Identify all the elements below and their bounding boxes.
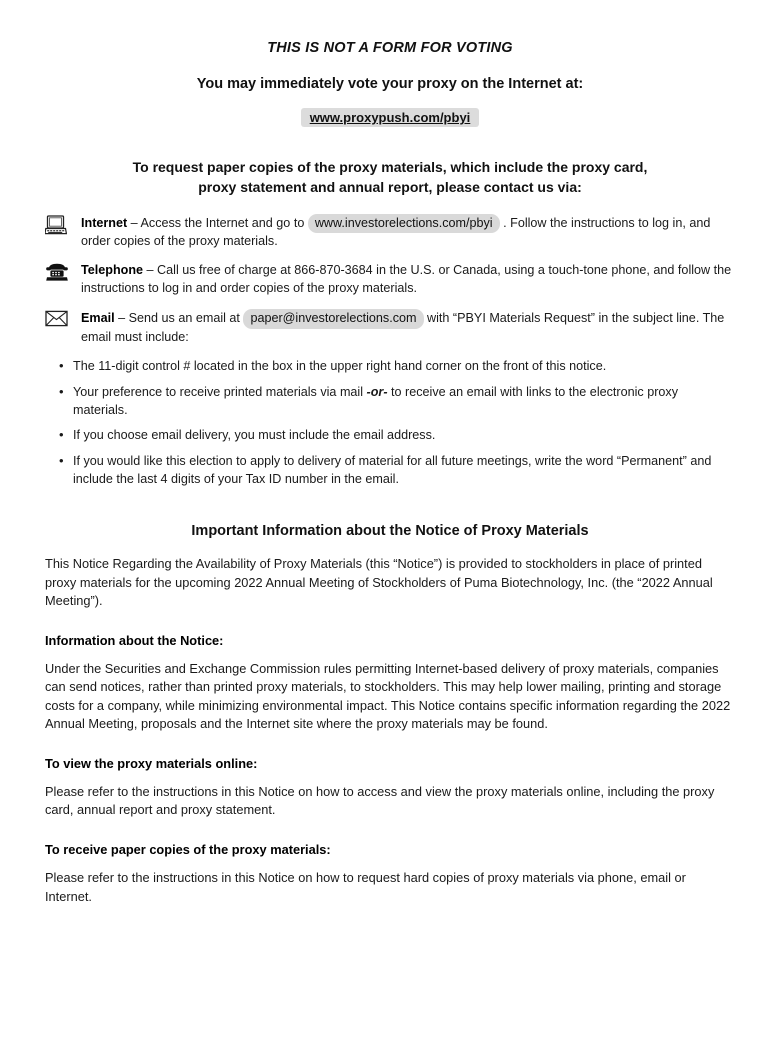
section-heading-paper-copies: To receive paper copies of the proxy materials:: [45, 842, 331, 858]
contact-telephone-body: – Call us free of charge at 866-870-3684 in the U.S. or Canada, using a touch-tone phone, and follow the instructions to log in and order copies of the proxy materials.: [81, 263, 732, 296]
vote-subtitle: You may immediately vote your proxy on the Internet at:: [196, 76, 584, 92]
request-copies-heading: [45, 157, 735, 198]
section-heading-information-about-notice: Information about the Notice:: [45, 632, 224, 648]
contact-method-email: [45, 309, 735, 347]
contact-internet-text-before: – Access the Internet and go to: [127, 215, 308, 230]
investor-elections-url[interactable]: www.investorelections.com/pbyi: [308, 214, 500, 234]
request-heading-line-2: proxy statement and annual report, please contact us via:: [198, 179, 582, 196]
telephone-icon: [45, 262, 81, 282]
contact-internet-text-after: . Follow the instructions to log in, and order copies of the proxy materials.: [81, 215, 711, 249]
bullet-2-emphasis: -or-: [366, 384, 388, 399]
envelope-icon: [45, 309, 81, 327]
section-body-information-about-notice: Under the Securities and Exchange Commission rules permitting Internet-based delivery of proxy materials, companies can send notices, rather than printed proxy materials, to stockholders. This may help lower mailing, printing and storage costs for a company, while minimizing environmental impact. This Notice contains specific information regarding the 2022 Annual Meeting, proposals and the Internet site where the proxy materials may be found.: [45, 660, 731, 732]
contact-method-telephone: [45, 262, 735, 298]
bullet-2-before: Your preference to receive printed materials via mail: [73, 384, 367, 399]
contact-internet-label: Internet: [81, 215, 128, 230]
computer-icon: [45, 214, 81, 235]
email-requirements-list: [45, 358, 735, 489]
contact-email-text-before: – Send us an email at: [114, 311, 244, 326]
contact-method-internet: [45, 214, 735, 252]
page-title: Important Information about the Notice of Proxy Materials: [191, 523, 589, 540]
contact-email-text: [81, 309, 735, 347]
vote-url-line: [45, 108, 735, 127]
request-heading-line-1: To request paper copies of the proxy materials, which include the proxy card,: [132, 159, 648, 175]
important-intro-paragraph: This Notice Regarding the Availability of Proxy Materials (this “Notice”) is provided to stockholders in place of printed proxy materials for the upcoming 2022 Annual Meeting of Stockholders of Puma Biotechnology, Inc. (the “2022 Annual Meeting”).: [45, 556, 713, 609]
section-heading-view-online: To view the proxy materials online:: [45, 755, 258, 771]
page-banner: THIS IS NOT A FORM FOR VOTING: [267, 40, 513, 56]
section-body-paper-copies: Please refer to the instructions in this Notice on how to request hard copies of proxy materials via phone, email or Internet.: [45, 870, 686, 904]
list-item: • If you would like this election to apply to delivery of material for all future meetings, write the word “Permanent” and include the last 4 digits of your Tax ID number in the email.: [59, 453, 735, 489]
contact-email-label: Email: [81, 311, 115, 326]
list-item: [59, 384, 735, 420]
contact-methods-list: [45, 214, 735, 347]
vote-url-link[interactable]: www.proxypush.com/pbyi: [301, 108, 480, 127]
contact-email-text-after: with “PBYI Materials Request” in the subject line. The email must include:: [81, 311, 725, 344]
list-item: • If you choose email delivery, you must include the email address.: [59, 427, 735, 445]
notice-page: [0, 40, 780, 1049]
bullet-2-after: to receive an email with links to the electronic proxy materials.: [73, 384, 679, 417]
contact-internet-text: [81, 214, 735, 252]
list-item: • The 11-digit control # located in the box in the upper right hand corner on the front of this notice.: [59, 358, 735, 376]
section-body-view-online: Please refer to the instructions in this Notice on how to access and view the proxy materials online, including the proxy card, annual report and proxy statement.: [45, 783, 715, 818]
paper-request-email-address[interactable]: paper@investorelections.com: [243, 309, 423, 329]
contact-telephone-text: [81, 262, 735, 298]
contact-telephone-label: Telephone: [81, 263, 144, 278]
